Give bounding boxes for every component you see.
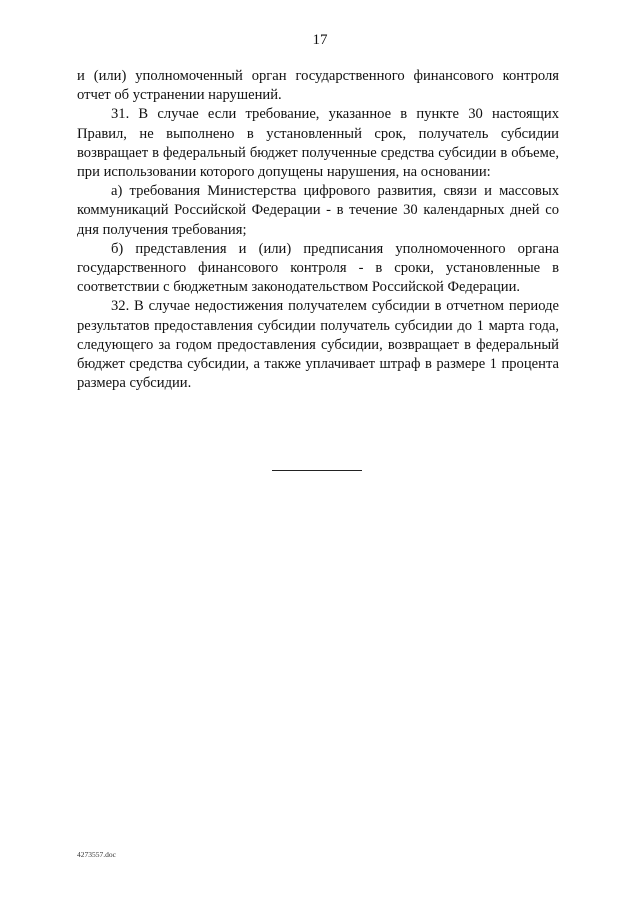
- paragraph-item-31: 31. В случае если требование, указанное в пункте 30 настоящих Правил, не выполнено в установленный срок, получатель субсидии возвращает в федеральный бюджет полученные средства субсидии в объеме, при использовании которого допущены нарушения, на основании:: [77, 106, 559, 181]
- footer-file-name: 4273557.doc: [77, 850, 116, 859]
- paragraph-subitem-a: а) требования Министерства цифрового развития, связи и массовых коммуникаций Российской Федерации - в течение 30 календарных дней со дня получения требования;: [77, 183, 559, 238]
- paragraph-subitem-b: б) представления и (или) предписания уполномоченного органа государственного финансового контроля - в сроки, установленные в соответствии с бюджетным законодательством Российской Федерации.: [77, 240, 559, 296]
- paragraph-item-32: 32. В случае недостижения получателем субсидии в отчетном периоде результатов предоставления субсидии получатель субсидии до 1 марта года, следующего за годом предоставления субсидии, возвращает в федеральный бюджет средства субсидии, а также уплачивает штраф в размере 1 процента размера субсидии.: [77, 298, 559, 392]
- paragraph-continuation: и (или) уполномоченный орган государственного финансового контроля отчет об устранении нарушений.: [77, 68, 559, 104]
- document-body: [77, 67, 559, 393]
- page-number: 17: [312, 32, 328, 48]
- end-separator-line: [272, 470, 362, 471]
